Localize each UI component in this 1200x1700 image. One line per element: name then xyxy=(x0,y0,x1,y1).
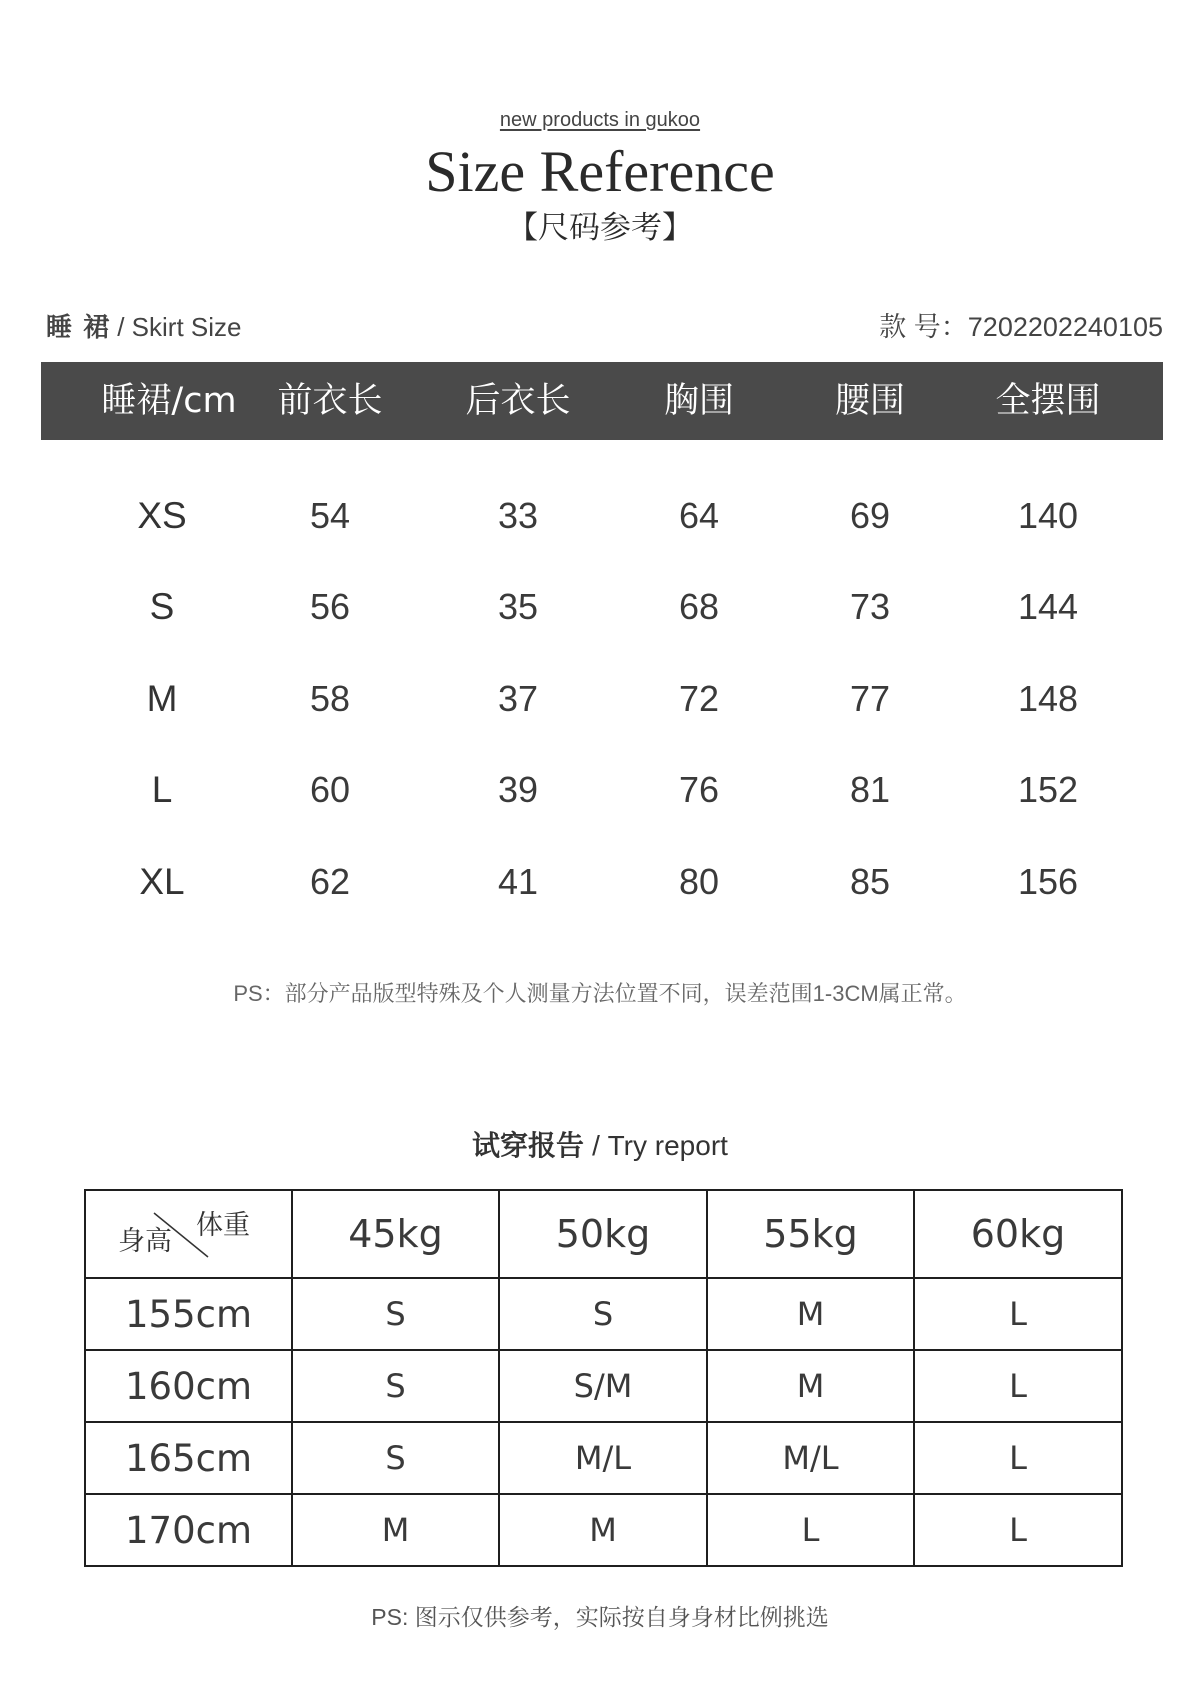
table-row xyxy=(85,1422,1122,1494)
try-report-header-row xyxy=(85,1190,1122,1278)
size-value: 54 xyxy=(309,495,351,536)
size-label: XL xyxy=(139,861,185,902)
recommended-size: L xyxy=(914,1494,1122,1566)
recommended-size: L xyxy=(707,1494,914,1566)
size-label: M xyxy=(146,678,178,719)
skirt-size-label xyxy=(46,310,241,344)
size-value: 148 xyxy=(1017,678,1079,719)
size-value: 81 xyxy=(849,769,891,810)
recommended-size: S/M xyxy=(499,1350,707,1422)
sku-number xyxy=(879,310,1163,344)
size-col-header: 睡裙/cm xyxy=(101,381,237,421)
recommended-size: M xyxy=(707,1350,914,1422)
size-value: 62 xyxy=(309,861,351,902)
size-col-header: 全摆围 xyxy=(995,381,1101,421)
corner-cell xyxy=(85,1190,292,1278)
size-value: 39 xyxy=(497,769,539,810)
height-label: 165cm xyxy=(85,1422,292,1494)
size-col-header: 胸围 xyxy=(663,381,734,421)
tagline xyxy=(0,106,1200,134)
size-value: 37 xyxy=(497,678,539,719)
sku-value: 7202202240105 xyxy=(967,312,1163,342)
weight-header: 45kg xyxy=(292,1190,499,1278)
size-value: 33 xyxy=(497,495,539,536)
size-value: 60 xyxy=(309,769,351,810)
size-label: L xyxy=(151,769,173,810)
recommended-size: S xyxy=(292,1350,499,1422)
page-title: Size Reference xyxy=(425,139,775,204)
size-value: 144 xyxy=(1017,586,1079,627)
size-col-header: 前衣长 xyxy=(277,381,383,421)
recommended-size: M/L xyxy=(707,1422,914,1494)
size-value: 156 xyxy=(1017,861,1079,902)
tagline-text: new products in gukoo xyxy=(499,109,701,131)
size-value: 68 xyxy=(678,586,720,627)
page-title-cn: 【尺码参考】 xyxy=(507,210,693,245)
height-label: 170cm xyxy=(85,1494,292,1566)
size-value: 85 xyxy=(849,861,891,902)
height-label: 160cm xyxy=(85,1350,292,1422)
recommended-size: M xyxy=(499,1494,707,1566)
sku-label: 款 号： xyxy=(879,312,968,342)
recommended-size: L xyxy=(914,1350,1122,1422)
weight-header: 55kg xyxy=(707,1190,914,1278)
size-value: 56 xyxy=(309,586,351,627)
try-report-title xyxy=(0,1126,1200,1166)
size-value: 64 xyxy=(678,495,720,536)
recommended-size: M xyxy=(292,1494,499,1566)
weight-header: 50kg xyxy=(499,1190,707,1278)
size-col-header: 腰围 xyxy=(834,381,905,421)
table-row xyxy=(85,1350,1122,1422)
size-value: 152 xyxy=(1017,769,1079,810)
size-value: 80 xyxy=(678,861,720,902)
size-label: S xyxy=(149,586,175,627)
skirt-size-label-cn: 睡 裙 xyxy=(46,312,112,342)
size-label: XS xyxy=(137,495,187,536)
recommended-size: M/L xyxy=(499,1422,707,1494)
recommended-size: L xyxy=(914,1278,1122,1350)
size-value: 35 xyxy=(497,586,539,627)
size-value: 77 xyxy=(849,678,891,719)
recommended-size: L xyxy=(914,1422,1122,1494)
recommended-size: S xyxy=(499,1278,707,1350)
corner-height-label: 身高 xyxy=(118,1226,172,1257)
size-value: 73 xyxy=(849,586,891,627)
size-value: 140 xyxy=(1017,495,1079,536)
recommended-size: S xyxy=(292,1422,499,1494)
recommended-size: S xyxy=(292,1278,499,1350)
height-label: 155cm xyxy=(85,1278,292,1350)
try-report-table xyxy=(84,1189,1123,1567)
size-col-header: 后衣长 xyxy=(465,381,571,421)
try-report-title-en: / Try report xyxy=(592,1130,728,1161)
weight-header: 60kg xyxy=(914,1190,1122,1278)
size-value: 58 xyxy=(309,678,351,719)
try-report-title-cn: 试穿报告 xyxy=(472,1130,585,1161)
try-report-note: PS: 图示仅供参考，实际按自身身材比例挑选 xyxy=(371,1604,829,1630)
corner-weight-label: 体重 xyxy=(196,1210,250,1241)
size-value: 76 xyxy=(678,769,720,810)
size-note: PS：部分产品版型特殊及个人测量方法位置不同，误差范围1-3CM属正常。 xyxy=(233,981,967,1006)
skirt-size-label-en: / Skirt Size xyxy=(117,312,242,342)
table-row xyxy=(85,1278,1122,1350)
size-value: 69 xyxy=(849,495,891,536)
table-row xyxy=(85,1494,1122,1566)
size-value: 72 xyxy=(678,678,720,719)
diagonal-divider xyxy=(86,1191,289,1275)
recommended-size: M xyxy=(707,1278,914,1350)
size-value: 41 xyxy=(497,861,539,902)
